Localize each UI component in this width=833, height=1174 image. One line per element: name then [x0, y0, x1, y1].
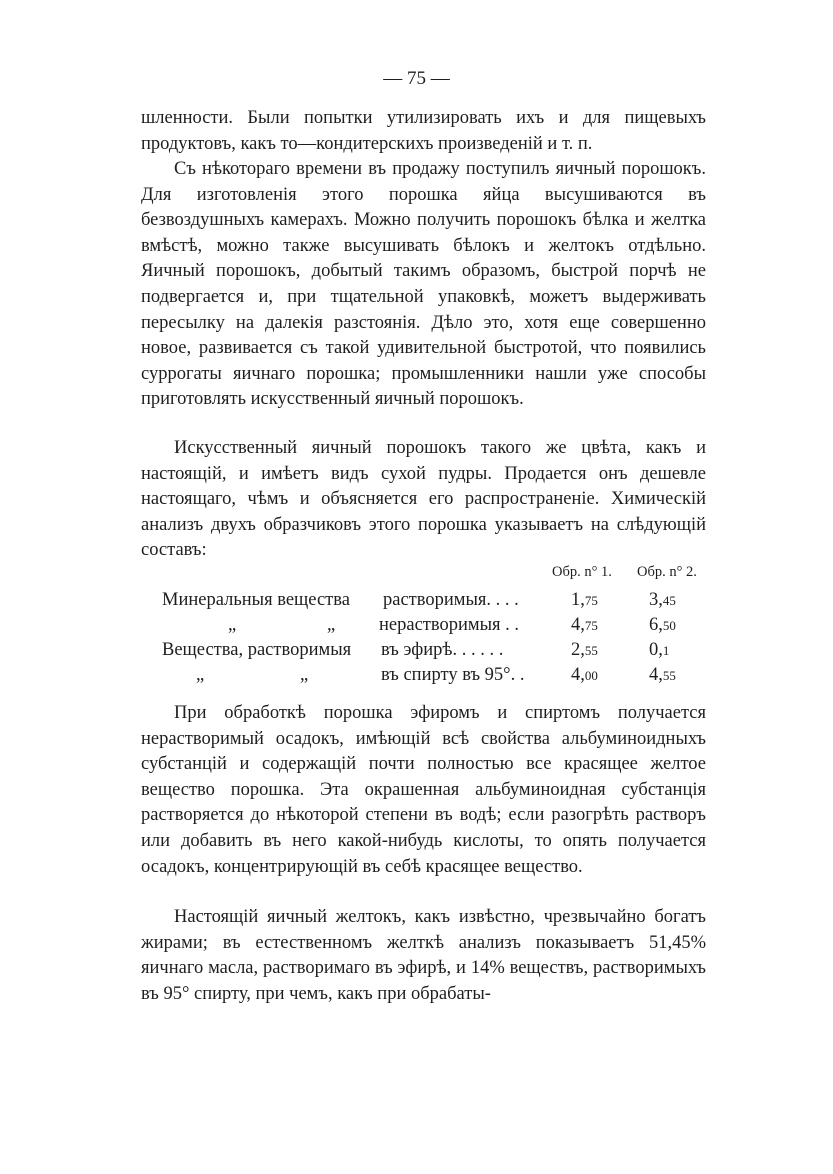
page-number: — 75 — — [383, 68, 450, 89]
row-label: Вещества, растворимыя — [162, 640, 352, 660]
value-sample-1: 2,55 — [571, 640, 598, 660]
row-label-detail: нерастворимыя . . — [379, 615, 520, 635]
ditto-mark: „ — [327, 615, 336, 635]
value-sample-1: 1,75 — [571, 590, 598, 610]
value-sample-2: 3,45 — [649, 590, 676, 610]
ditto-mark: „ — [228, 615, 237, 635]
row-label-detail: въ эфирѣ. . . . . . — [381, 640, 504, 660]
table-row — [0, 590, 833, 616]
value-sample-2: 6,50 — [649, 615, 676, 635]
paragraph-1: шленности. Были попытки утилизировать ихъ и для пищевыхъ продуктовъ, какъ то—кондитерскихъ произведеній и т. п. — [141, 108, 706, 154]
value-sample-1: 4,00 — [571, 665, 598, 685]
ditto-mark: „ — [196, 665, 205, 685]
row-label-detail: растворимыя. . . . — [383, 590, 519, 610]
table-row — [0, 665, 833, 691]
paragraph-3: Искусственный яичный порошокъ такого же цвѣта, какъ и настоящій, и имѣетъ видъ сухой пудры. Продается онъ дешевле настоящаго, чѣмъ и объясняется его распространеніе. Химическій анализъ двухъ образчиковъ этого порошка указываетъ на слѣдующій составъ: — [141, 438, 706, 561]
row-label-detail: въ спирту въ 95°. . — [381, 665, 525, 685]
table-row — [0, 615, 833, 641]
paragraph-4: При обработкѣ порошка эфиромъ и спиртомъ получается нерастворимый осадокъ, имѣющій всѣ свойства альбуминоидныхъ субстанцій и содержащій почти полностью все красящее желтое вещество порошка. Эта окрашенная альбуминоидная субстанція растворяется до нѣкоторой степени въ водѣ; если разогрѣть растворъ или добавить въ него какой-нибудь кислоты, то опять получается осадокъ, концентрирующій въ себѣ красящее вещество. — [141, 703, 706, 877]
table-row — [0, 640, 833, 666]
ditto-mark: „ — [300, 665, 309, 685]
row-label: Минеральныя вещества — [162, 590, 350, 610]
paragraph-5: Настоящій яичный желтокъ, какъ извѣстно, чрезвычайно богатъ жирами; въ естественномъ желткѣ анализъ показываетъ 51,45% яичнаго масла, растворимаго въ эфирѣ, и 14% веществъ, растворимыхъ въ 95° спирту, при чемъ, какъ при обрабаты- — [141, 907, 706, 1004]
value-sample-1: 4,75 — [571, 615, 598, 635]
table-header-sample-2: Обр. n° 2. — [637, 564, 697, 580]
value-sample-2: 0,1 — [649, 640, 670, 660]
paragraph-2: Съ нѣкотораго времени въ продажу поступилъ яичный порошокъ. Для изготовленія этого порошка яйца высушиваются въ безвоздушныхъ камерахъ. Можно получить порошокъ бѣлка и желтка вмѣстѣ, можно также высушивать бѣлокъ и желтокъ отдѣльно. Яичный порошокъ, добытый такимъ образомъ, быстрой порчѣ не подвергается и, при тщательной упаковкѣ, можетъ выдерживать пересылку на далекія разстоянія. Дѣло это, хотя еще совершенно новое, развивается съ такой удивительной быстротой, что появились суррогаты яичнаго порошка; промышленники нашли уже способы приготовлять искусственный яичный порошокъ. — [141, 159, 706, 410]
value-sample-2: 4,55 — [649, 665, 676, 685]
table-header-sample-1: Обр. n° 1. — [552, 564, 612, 580]
